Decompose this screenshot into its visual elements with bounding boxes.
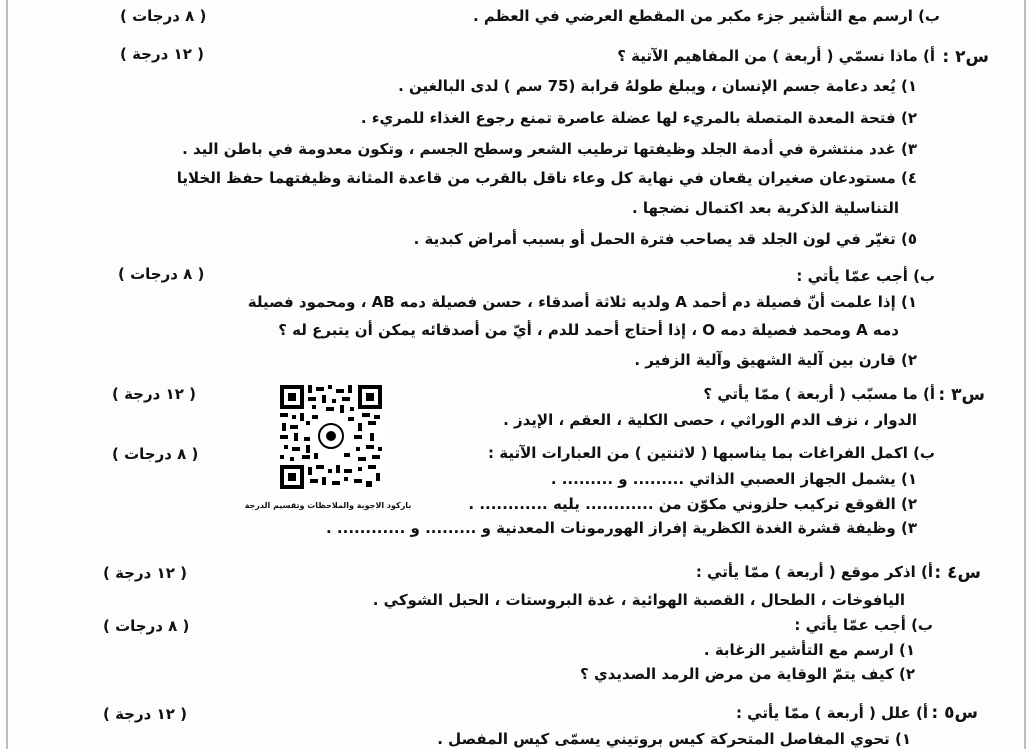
q2a-item-1: ١) يُعد دعامة جسم الإنسان ، ويبلغ طولهُ قرابة (75 سم ) لدى البالغين . bbox=[398, 77, 917, 95]
q2a-item-4: ٤) مستودعان صغيران يقعان في نهاية كل وعاء ناقل بالقرب من قاعدة المثانة وظيفتهما حفظ الخلايا bbox=[176, 169, 917, 187]
q3b-item-3: ٣) وظيفة قشرة الغدة الكظرية إفراز الهورمونات المعدنية و ......... و ............ . bbox=[326, 519, 917, 537]
q4a-items: اليافوخات ، الطحال ، القصبة الهوائية ، غدة البروستات ، الحبل الشوكي . bbox=[372, 591, 905, 609]
q3a-title: أ) ما مسبّب ( أربعة ) ممّا يأتي ؟ bbox=[703, 385, 935, 403]
q4b-title: ب) أجب عمّا يأتي : bbox=[794, 616, 933, 634]
q4b-marks: ( ٨ درجات ) bbox=[103, 617, 190, 635]
q5-label: س٥ : bbox=[931, 703, 978, 723]
q3b-title: ب) اكمل الفراغات بما يناسبها ( لاثنتين ) من العبارات الآتية : bbox=[488, 444, 935, 462]
q3-label: س٣ : bbox=[938, 385, 985, 405]
q4a-marks: ( ١٢ درجة ) bbox=[103, 564, 187, 582]
q3b-item-1: ١) يشمل الجهاز العصبي الذاتي ......... و ......... . bbox=[550, 470, 917, 488]
q5a-marks: ( ١٢ درجة ) bbox=[103, 705, 187, 723]
q2-label: س٢ : bbox=[942, 47, 989, 67]
q5a-title: أ) علل ( أربعة ) ممّا يأتي : bbox=[735, 704, 928, 722]
q2b-item-2: ٢) قارن بين آلية الشهيق وآلية الزفير . bbox=[634, 351, 917, 369]
q3a-marks: ( ١٢ درجة ) bbox=[112, 385, 196, 403]
top-line-marks: ( ٨ درجات ) bbox=[120, 7, 207, 25]
q2a-marks: ( ١٢ درجة ) bbox=[120, 45, 204, 63]
q4-label: س٤ : bbox=[934, 563, 981, 583]
q4b-item-1: ١) ارسم مع التأشير الزغابة . bbox=[703, 641, 915, 659]
q4b-item-2: ٢) كيف يتمّ الوقاية من مرض الرمد الصديدي ؟ bbox=[580, 665, 915, 683]
q2b-item-1-cont: دمه A ومحمد فصيلة دمه O ، إذا أحتاج أحمد للدم ، أيّ من أصدقائه يمكن أن يتبرع له ؟ bbox=[278, 321, 899, 339]
q2b-title: ب) أجب عمّا يأتي : bbox=[796, 267, 935, 285]
q4a-title: أ) اذكر موقع ( أربعة ) ممّا يأتي : bbox=[695, 563, 933, 581]
q2a-title: أ) ماذا نسمّي ( أربعة ) من المفاهيم الآتية ؟ bbox=[617, 47, 935, 65]
page-edge-left bbox=[6, 0, 8, 749]
q2b-item-1: ١) إذا علمت أنّ فصيلة دم أحمد A ولديه ثلاثة أصدقاء ، حسن فصيلة دمه AB ، ومحمود فصيلة bbox=[247, 293, 917, 311]
q2a-item-5: ٥) تغيّر في لون الجلد قد يصاحب فترة الحمل أو بسبب أمراض كبدية . bbox=[413, 230, 917, 248]
top-line-text: ب) ارسم مع التأشير جزء مكبر من المقطع العرضي في العظم . bbox=[472, 7, 940, 25]
q3b-item-2: ٢) القوقع تركيب حلزوني مكوّن من ............ يليه ............ . bbox=[468, 495, 917, 513]
q5a-item-1: ١) تحوي المفاصل المتحركة كيس بروتيني يسمّى كيس المفصل . bbox=[437, 730, 911, 748]
qr-code-icon[interactable] bbox=[278, 383, 384, 491]
qr-caption: باركود الاجوبة والملاحظات وتقسيم الدرجة bbox=[244, 501, 412, 510]
q2a-item-4-cont: التناسلية الذكرية بعد اكتمال نضجها . bbox=[632, 199, 899, 217]
q3b-marks: ( ٨ درجات ) bbox=[112, 445, 199, 463]
page-edge-right bbox=[1024, 0, 1026, 749]
q2b-marks: ( ٨ درجات ) bbox=[118, 265, 205, 283]
q2a-item-2: ٢) فتحة المعدة المتصلة بالمريء لها عضلة عاصرة تمنع رجوع الغذاء للمريء . bbox=[360, 109, 917, 127]
q2a-item-3: ٣) غدد منتشرة في أدمة الجلد وظيفتها ترطيب الشعر وسطح الجسم ، وتكون معدومة في باطن اليد . bbox=[182, 140, 917, 158]
q3a-items: الدوار ، نزف الدم الوراثي ، حصى الكلية ، العقم ، الإيدز . bbox=[503, 411, 917, 429]
